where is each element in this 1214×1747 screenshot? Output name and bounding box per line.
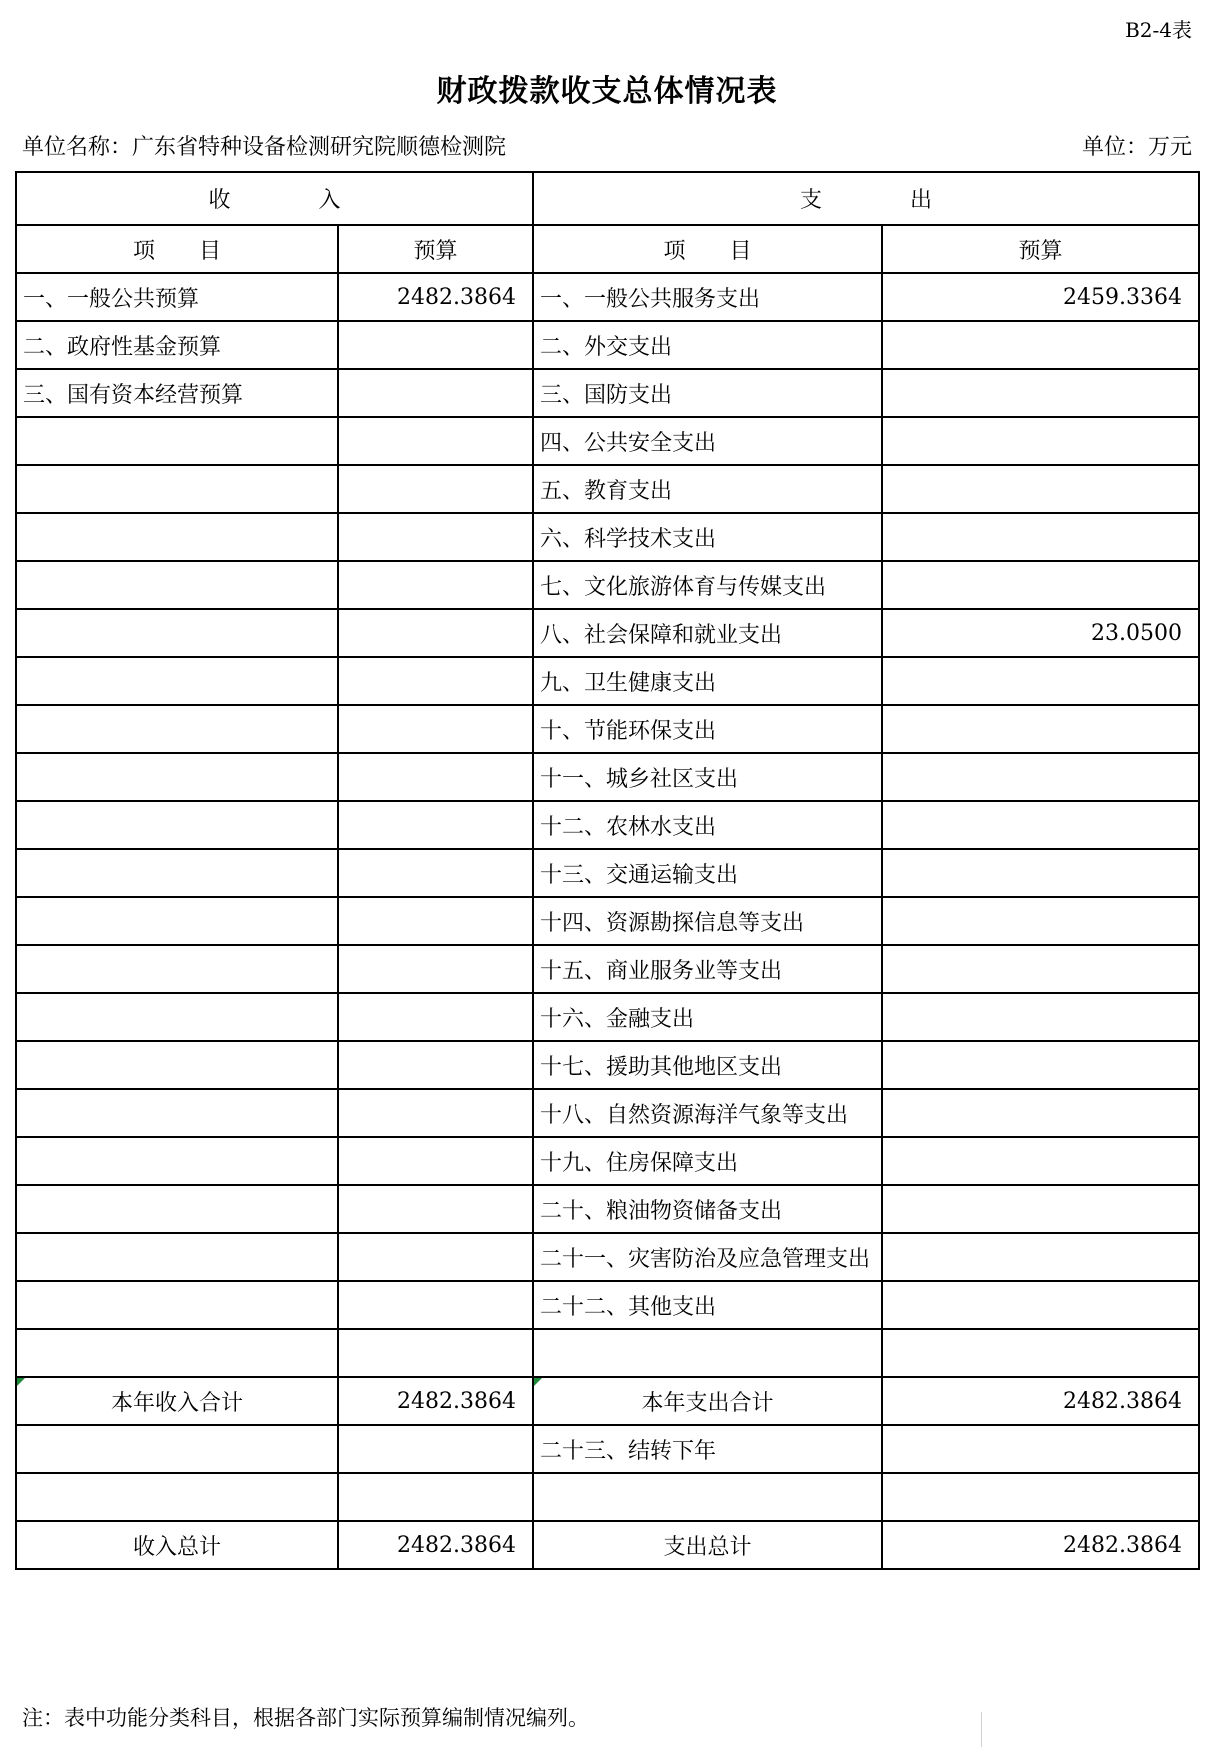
- expense-item-cell: 六、科学技术支出: [533, 513, 882, 561]
- income-item-cell: [16, 1473, 338, 1521]
- income-item-cell: [16, 1233, 338, 1281]
- income-budget-cell: [338, 993, 533, 1041]
- expense-item-cell: 十八、自然资源海洋气象等支出: [533, 1089, 882, 1137]
- income-item-cell: [16, 1185, 338, 1233]
- income-year-total-label: 本年收入合计: [16, 1377, 338, 1425]
- income-item-cell: [16, 513, 338, 561]
- expense-item-header: 项 目: [533, 225, 882, 273]
- table-row: [16, 1089, 1199, 1137]
- expense-grand-total-value: 2482.3864: [882, 1521, 1199, 1569]
- income-budget-cell: [338, 1473, 533, 1521]
- expense-item-cell: 二、外交支出: [533, 321, 882, 369]
- expense-budget-cell: [882, 1425, 1199, 1473]
- table-row: [16, 849, 1199, 897]
- income-budget-cell: [338, 1137, 533, 1185]
- expense-budget-cell: [882, 753, 1199, 801]
- income-item-cell: [16, 849, 338, 897]
- income-section-header: 收 入: [16, 172, 533, 225]
- table-row: [16, 657, 1199, 705]
- expense-item-cell: 二十一、灾害防治及应急管理支出: [533, 1233, 882, 1281]
- expense-item-cell: 九、卫生健康支出: [533, 657, 882, 705]
- expense-budget-cell: [882, 561, 1199, 609]
- expense-budget-cell: [882, 1473, 1199, 1521]
- table-row: [16, 561, 1199, 609]
- income-budget-cell: [338, 465, 533, 513]
- income-item-cell: [16, 993, 338, 1041]
- table-row: [16, 993, 1199, 1041]
- income-budget-cell: [338, 1281, 533, 1329]
- income-item-cell: [16, 1089, 338, 1137]
- expense-budget-cell: [882, 897, 1199, 945]
- expense-budget-cell: [882, 417, 1199, 465]
- carry-forward-label: 二十三、结转下年: [533, 1425, 882, 1473]
- table-row: [16, 321, 1199, 369]
- table-row: [16, 513, 1199, 561]
- income-item-cell: [16, 1041, 338, 1089]
- income-item-cell: [16, 561, 338, 609]
- unit-row: [22, 130, 1192, 161]
- expense-budget-cell: [882, 513, 1199, 561]
- income-item-cell: [16, 705, 338, 753]
- expense-budget-cell: [882, 1041, 1199, 1089]
- income-budget-cell: [338, 417, 533, 465]
- expense-item-cell: 十五、商业服务业等支出: [533, 945, 882, 993]
- income-budget-cell: [338, 1233, 533, 1281]
- table-row: [16, 1473, 1199, 1521]
- income-item-cell: 三、国有资本经营预算: [16, 369, 338, 417]
- section-header-row: [16, 172, 1199, 225]
- income-grand-total-value: 2482.3864: [338, 1521, 533, 1569]
- expense-item-cell: 二十、粮油物资储备支出: [533, 1185, 882, 1233]
- expense-budget-cell: [882, 369, 1199, 417]
- table-row: [16, 801, 1199, 849]
- income-budget-header: 预算: [338, 225, 533, 273]
- income-budget-cell: [338, 1425, 533, 1473]
- income-item-cell: 一、一般公共预算: [16, 273, 338, 321]
- expense-budget-header: 预算: [882, 225, 1199, 273]
- income-budget-cell: [338, 1089, 533, 1137]
- expense-item-cell: 二十二、其他支出: [533, 1281, 882, 1329]
- income-item-cell: [16, 801, 338, 849]
- income-item-cell: [16, 945, 338, 993]
- expense-budget-cell: [882, 1089, 1199, 1137]
- table-row: [16, 1233, 1199, 1281]
- expense-budget-cell: [882, 1185, 1199, 1233]
- expense-item-cell: 十六、金融支出: [533, 993, 882, 1041]
- expense-budget-cell: [882, 945, 1199, 993]
- income-budget-cell: [338, 705, 533, 753]
- table-row: [16, 273, 1199, 321]
- income-item-cell: [16, 657, 338, 705]
- budget-table: [15, 171, 1200, 1570]
- expense-item-cell: 十一、城乡社区支出: [533, 753, 882, 801]
- income-item-cell: [16, 753, 338, 801]
- income-budget-cell: [338, 1041, 533, 1089]
- income-budget-cell: [338, 513, 533, 561]
- income-budget-cell: [338, 849, 533, 897]
- income-budget-cell: [338, 609, 533, 657]
- expense-budget-cell: [882, 1329, 1199, 1377]
- expense-item-cell: 十九、住房保障支出: [533, 1137, 882, 1185]
- income-item-header: 项 目: [16, 225, 338, 273]
- income-budget-cell: [338, 657, 533, 705]
- expense-budget-cell: [882, 321, 1199, 369]
- expense-section-header: 支 出: [533, 172, 1199, 225]
- table-row: [16, 897, 1199, 945]
- income-item-cell: 二、政府性基金预算: [16, 321, 338, 369]
- expense-item-cell: 八、社会保障和就业支出: [533, 609, 882, 657]
- expense-budget-cell: [882, 1233, 1199, 1281]
- income-budget-cell: [338, 561, 533, 609]
- expense-item-cell: 十、节能环保支出: [533, 705, 882, 753]
- grand-total-row: [16, 1521, 1199, 1569]
- table-row: [16, 465, 1199, 513]
- form-code: B2-4表: [1125, 18, 1192, 42]
- table-row: [16, 1329, 1199, 1377]
- table-row: [16, 609, 1199, 657]
- table-row: [16, 753, 1199, 801]
- expense-budget-cell: [882, 705, 1199, 753]
- table-row: [16, 1041, 1199, 1089]
- income-item-cell: [16, 465, 338, 513]
- expense-item-cell: 四、公共安全支出: [533, 417, 882, 465]
- table-row: [16, 945, 1199, 993]
- income-item-cell: [16, 1425, 338, 1473]
- income-item-cell: [16, 417, 338, 465]
- column-header-row: [16, 225, 1199, 273]
- expense-budget-cell: [882, 993, 1199, 1041]
- table-row: [16, 1137, 1199, 1185]
- expense-grand-total-label: 支出总计: [533, 1521, 882, 1569]
- expense-budget-cell: [882, 801, 1199, 849]
- expense-item-cell: 十四、资源勘探信息等支出: [533, 897, 882, 945]
- income-year-total-value: 2482.3864: [338, 1377, 533, 1425]
- expense-budget-cell: 23.0500: [882, 609, 1199, 657]
- expense-item-cell: [533, 1473, 882, 1521]
- table-row: [16, 705, 1199, 753]
- currency-unit: 单位：万元: [1081, 135, 1192, 160]
- expense-item-cell: 五、教育支出: [533, 465, 882, 513]
- expense-budget-cell: [882, 1137, 1199, 1185]
- income-budget-cell: [338, 1329, 533, 1377]
- expense-budget-cell: [882, 657, 1199, 705]
- table-row: [16, 369, 1199, 417]
- carry-forward-row: [16, 1425, 1199, 1473]
- expense-item-cell: 十二、农林水支出: [533, 801, 882, 849]
- table-row: [16, 1281, 1199, 1329]
- table-row: [16, 417, 1199, 465]
- income-item-cell: [16, 897, 338, 945]
- income-budget-cell: [338, 945, 533, 993]
- unit-name: 单位名称：广东省特种设备检测研究院顺德检测院: [22, 135, 507, 160]
- expense-item-cell: 七、文化旅游体育与传媒支出: [533, 561, 882, 609]
- page-title: 财政拨款收支总体情况表: [436, 74, 778, 109]
- gridline: [981, 1712, 982, 1747]
- income-budget-cell: [338, 897, 533, 945]
- income-budget-cell: [338, 801, 533, 849]
- expense-budget-cell: [882, 849, 1199, 897]
- expense-item-cell: 三、国防支出: [533, 369, 882, 417]
- income-grand-total-label: 收入总计: [16, 1521, 338, 1569]
- expense-item-cell: [533, 1329, 882, 1377]
- footnote: 注：表中功能分类科目，根据各部门实际预算编制情况编列。: [22, 1706, 589, 1730]
- expense-budget-cell: 2459.3364: [882, 273, 1199, 321]
- income-item-cell: [16, 1329, 338, 1377]
- expense-year-total-value: 2482.3864: [882, 1377, 1199, 1425]
- income-item-cell: [16, 1281, 338, 1329]
- expense-item-cell: 十七、援助其他地区支出: [533, 1041, 882, 1089]
- expense-budget-cell: [882, 1281, 1199, 1329]
- income-budget-cell: [338, 1185, 533, 1233]
- income-budget-cell: [338, 753, 533, 801]
- income-budget-cell: [338, 369, 533, 417]
- table-row: [16, 1185, 1199, 1233]
- income-budget-cell: 2482.3864: [338, 273, 533, 321]
- income-budget-cell: [338, 321, 533, 369]
- income-item-cell: [16, 609, 338, 657]
- expense-item-cell: 十三、交通运输支出: [533, 849, 882, 897]
- expense-year-total-label: 本年支出合计: [533, 1377, 882, 1425]
- expense-budget-cell: [882, 465, 1199, 513]
- expense-item-cell: 一、一般公共服务支出: [533, 273, 882, 321]
- year-total-row: [16, 1377, 1199, 1425]
- income-item-cell: [16, 1137, 338, 1185]
